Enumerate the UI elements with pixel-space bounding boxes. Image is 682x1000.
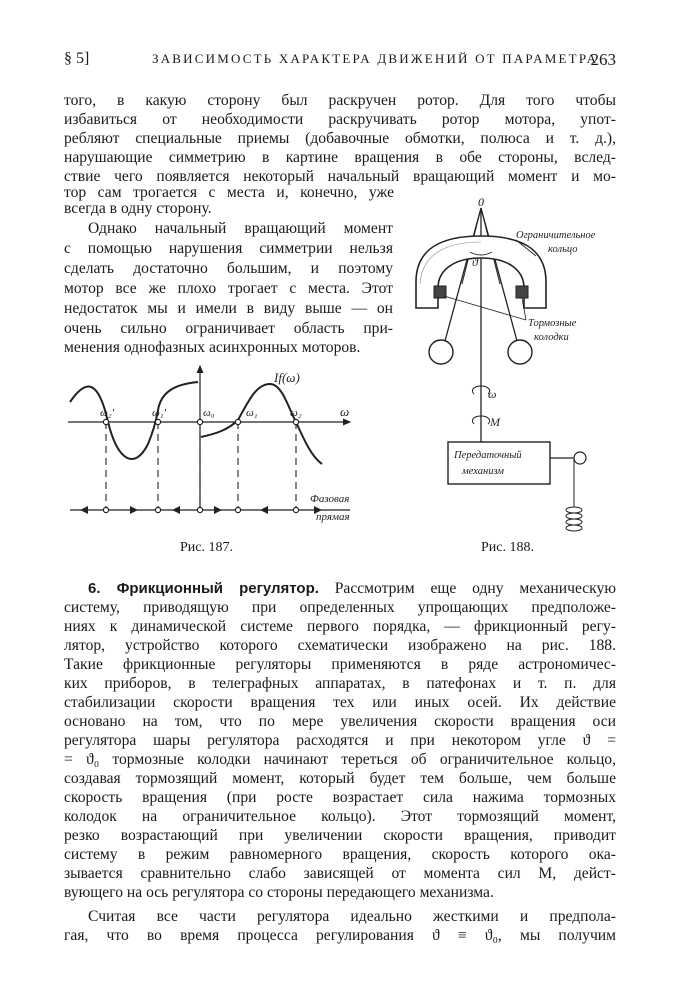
text-line: вующего на ось регулятора со стороны передающего механизма. (64, 884, 494, 901)
ring-label-1: Ограничительное (516, 230, 596, 241)
omega-axis-label: ω (340, 404, 350, 419)
phase-label-1: Фазовая (310, 493, 350, 505)
text-line: систему в режим равномерного вращения, скорость которого ока- (64, 846, 616, 863)
text-line: всегда в одну сторону. (64, 200, 212, 217)
text-line: того, в какую сторону был раскручен ротор. Для того чтобы (64, 92, 616, 109)
ball-left (429, 340, 453, 364)
phase-label-2: прямая (316, 511, 350, 523)
text-line: колодок на ограничительное кольцо). Этот тормозящий момент, (64, 808, 616, 825)
curve-left (70, 382, 198, 459)
text-line: создавая тормозящий момент, который будет тем больше, чем больше (64, 770, 616, 787)
text-line: недостаток мы и имели в виду выше — он (64, 300, 393, 317)
text-line: систему, приводящую при определенных упрощающих предположе- (64, 599, 616, 616)
page-number: 263 (590, 50, 616, 69)
text-line: основано на том, что по мере увеличения скорости вращения оси (64, 713, 616, 730)
text-line: стабилизации скорости вращения тех или иных осей. Их действие (64, 694, 616, 711)
dashed-projections (106, 422, 296, 508)
text-line: сделать достаточно большим, и поэтому (64, 260, 393, 277)
text-line: лятор, устройство которого схематически изображено на рис. 188. (64, 637, 616, 654)
text-line: Рассмотрим еще одну механическую (334, 580, 616, 597)
angle-label: ϑ (472, 255, 478, 269)
figure-187-caption: Рис. 187. (180, 540, 233, 555)
running-title: ЗАВИСИМОСТЬ ХАРАКТЕРА ДВИЖЕНИЙ ОТ ПАРАМЕТРА (152, 51, 599, 66)
curve-label: If(ω) (274, 370, 300, 385)
text-line: нарушающие симметрию в картине вращения в обе стороны, вслед- (64, 149, 616, 166)
top-point-label: 0 (478, 195, 484, 209)
text-line: ниях к динамической системе первого порядка, — фрикционный регу- (64, 618, 616, 635)
pulley (574, 452, 586, 464)
text-line: скорость вращения (при росте возрастает сила нажима тормозных (64, 789, 616, 806)
text-line: Такие фрикционные регуляторы применяются в ряде астрономичес- (64, 656, 616, 673)
text-line: гая, что во время процесса регулирования ϑ ≡ ϑ₀, мы получим (64, 927, 616, 944)
figure-188-caption: Рис. 188. (481, 540, 534, 555)
omega-label: ω (488, 387, 497, 401)
text-line: с помощью нарушения симметрии нельзя (64, 240, 393, 257)
text-line: Считая все части регулятора идеально жесткими и предпола- (88, 908, 616, 925)
page-header (64, 50, 616, 72)
figure-188 (408, 192, 614, 540)
section-heading-line (88, 580, 616, 599)
brake-label-1: Тормозные (528, 318, 577, 329)
text-line: очень сильно ограничивает область при- (64, 320, 393, 337)
text-line: зывается сравнительно слабо зависящей от момента сил M, дейст- (64, 865, 616, 882)
transmission-box (448, 442, 550, 484)
point-label: ω₀ (203, 407, 215, 419)
brake-pad-right (516, 286, 528, 298)
text-line: Однако начальный вращающий момент (88, 220, 393, 237)
text-line: регулятора шары регулятора расходятся и при некотором угле ϑ = (64, 732, 616, 749)
point-label: ω₂ (290, 407, 302, 419)
text-line: менения однофазных асинхронных моторов. (64, 339, 361, 356)
point-label: ω₁ (246, 407, 258, 419)
section-number: § 5] (64, 50, 90, 67)
text-line: ких приборов, в телеграфных аппаратах, в патефонах и т. п. для (64, 675, 616, 692)
brake-label-2: колодки (534, 332, 569, 343)
curve-right (201, 384, 322, 464)
ball-right (508, 340, 532, 364)
mech-label-2: механизм (462, 466, 504, 477)
moment-label: M (490, 415, 500, 429)
section-heading: 6. Фрикционный регулятор. (88, 580, 319, 597)
text-line: ствие чего появляется некоторый начальный вращающий момент и мо- (64, 168, 616, 185)
text-line: = ϑ₀ тормозные колодки начинают тереться об ограничительное кольцо, (64, 751, 616, 768)
mech-label-1: Передаточный (454, 450, 522, 461)
text-line: тор сам трогается с места и, конечно, уже (64, 184, 394, 201)
point-label: ω₁' (152, 407, 166, 419)
weight-stack (566, 507, 582, 531)
ring-label-2: кольцо (548, 244, 578, 255)
text-line: резко возрастающий при увеличении скорости вращения, приводит (64, 827, 616, 844)
figure-187 (60, 362, 372, 530)
brake-leader-left (444, 296, 526, 320)
point-label: ω₂' (100, 407, 114, 419)
text-line: мотор все же плохо трогает с места. Этот (64, 280, 393, 297)
text-line: ребляют специальные приемы (добавочные обмотки, полюса и т. д.), (64, 130, 616, 147)
text-line: избавиться от необходимости раскручивать ротор мотора, упот- (64, 111, 616, 128)
